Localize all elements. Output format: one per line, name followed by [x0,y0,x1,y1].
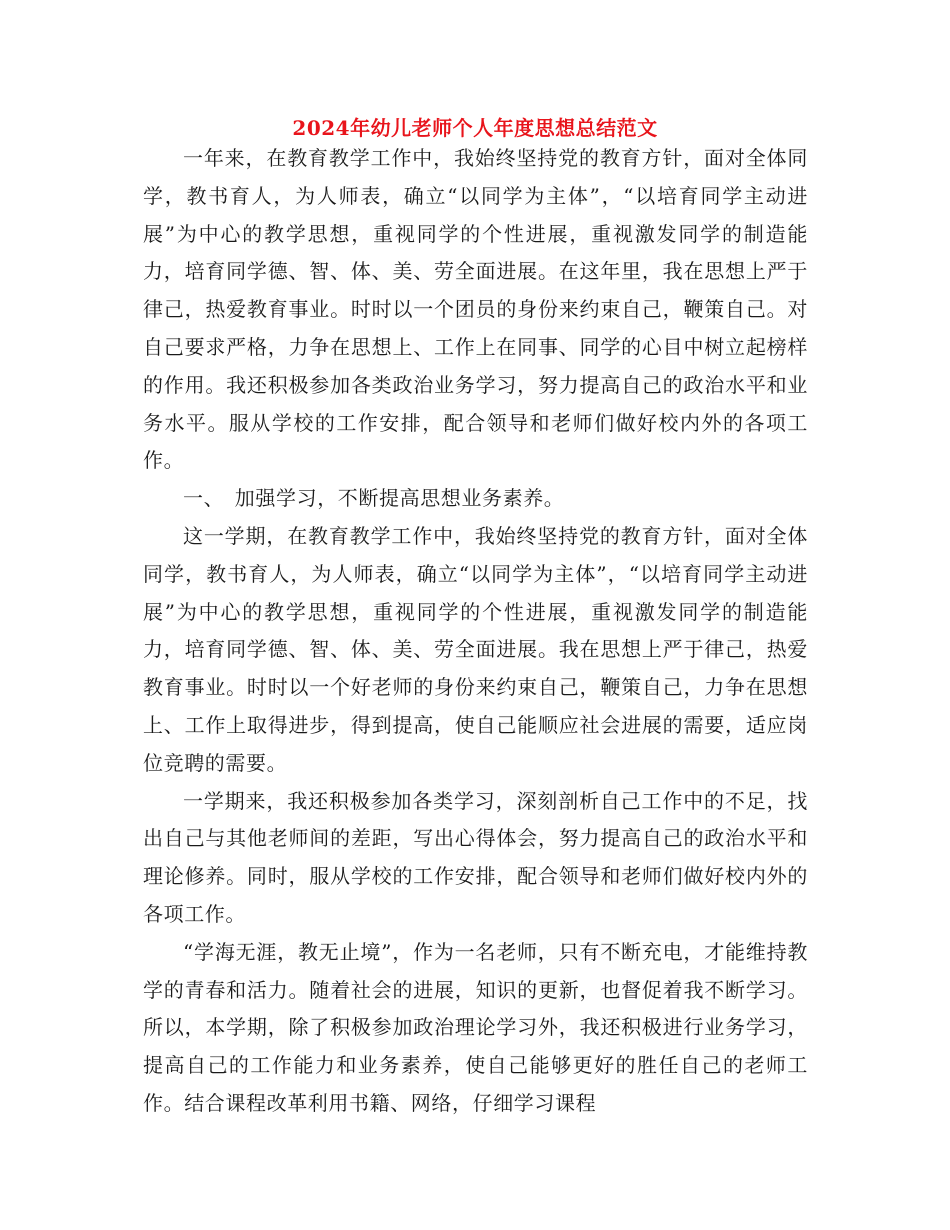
paragraph-intro: 一年来，在教育教学工作中，我始终坚持党的教育方针，面对全体同学，教书育人，为人师表，确立“以同学为主体”，“以培育同学主动进展”为中心的教学思想，重视同学的个性进展，重视激发同学的制造能力，培育同学德、智、体、美、劳全面进展。在这年里，我在思想上严于律己，热爱教育事业。时时以一个团员的身份来约束自己，鞭策自己。对自己要求严格，力争在思想上、工作上在同事、同学的心目中树立起榜样的作用。我还积极参加各类政治业务学习，努力提高自己的政治水平和业务水平。服从学校的工作安排，配合领导和老师们做好校内外的各项工作。 [143,146,808,473]
paragraph-semester: 这一学期，在教育教学工作中，我始终坚持党的教育方针，面对全体同学，教书育人，为人师表，确立“以同学为主体”，“以培育同学主动进展”为中心的教学思想，重视同学的个性进展，重视激发同学的制造能力，培育同学德、智、体、美、劳全面进展。我在思想上严于律己，热爱教育事业。时时以一个好老师的身份来约束自己，鞭策自己，力争在思想上、工作上取得进步，得到提高，使自己能顺应社会进展的需要，适应岗位竞聘的需要。 [143,523,808,775]
paragraph-learning: “学海无涯，教无止境”，作为一名老师，只有不断充电，才能维持教学的青春和活力。随着社会的进展，知识的更新，也督促着我不断学习。所以，本学期，除了积极参加政治理论学习外，我还积极进行业务学习，提高自己的工作能力和业务素养，使自己能够更好的胜任自己的老师工作。结合课程改革利用书籍、网络，仔细学习课程 [143,939,808,1115]
paragraph-study: 一学期来，我还积极参加各类学习，深刻剖析自己工作中的不足，找出自己与其他老师间的差距，写出心得体会，努力提高自己的政治水平和理论修养。同时，服从学校的工作安排，配合领导和老师们做好校内外的各项工作。 [143,788,808,926]
section-heading-1: 一、 加强学习，不断提高思想业务素养。 [183,486,565,511]
document-title: 2024年幼儿老师个人年度思想总结范文 [292,116,658,140]
document-body [143,140,808,1123]
